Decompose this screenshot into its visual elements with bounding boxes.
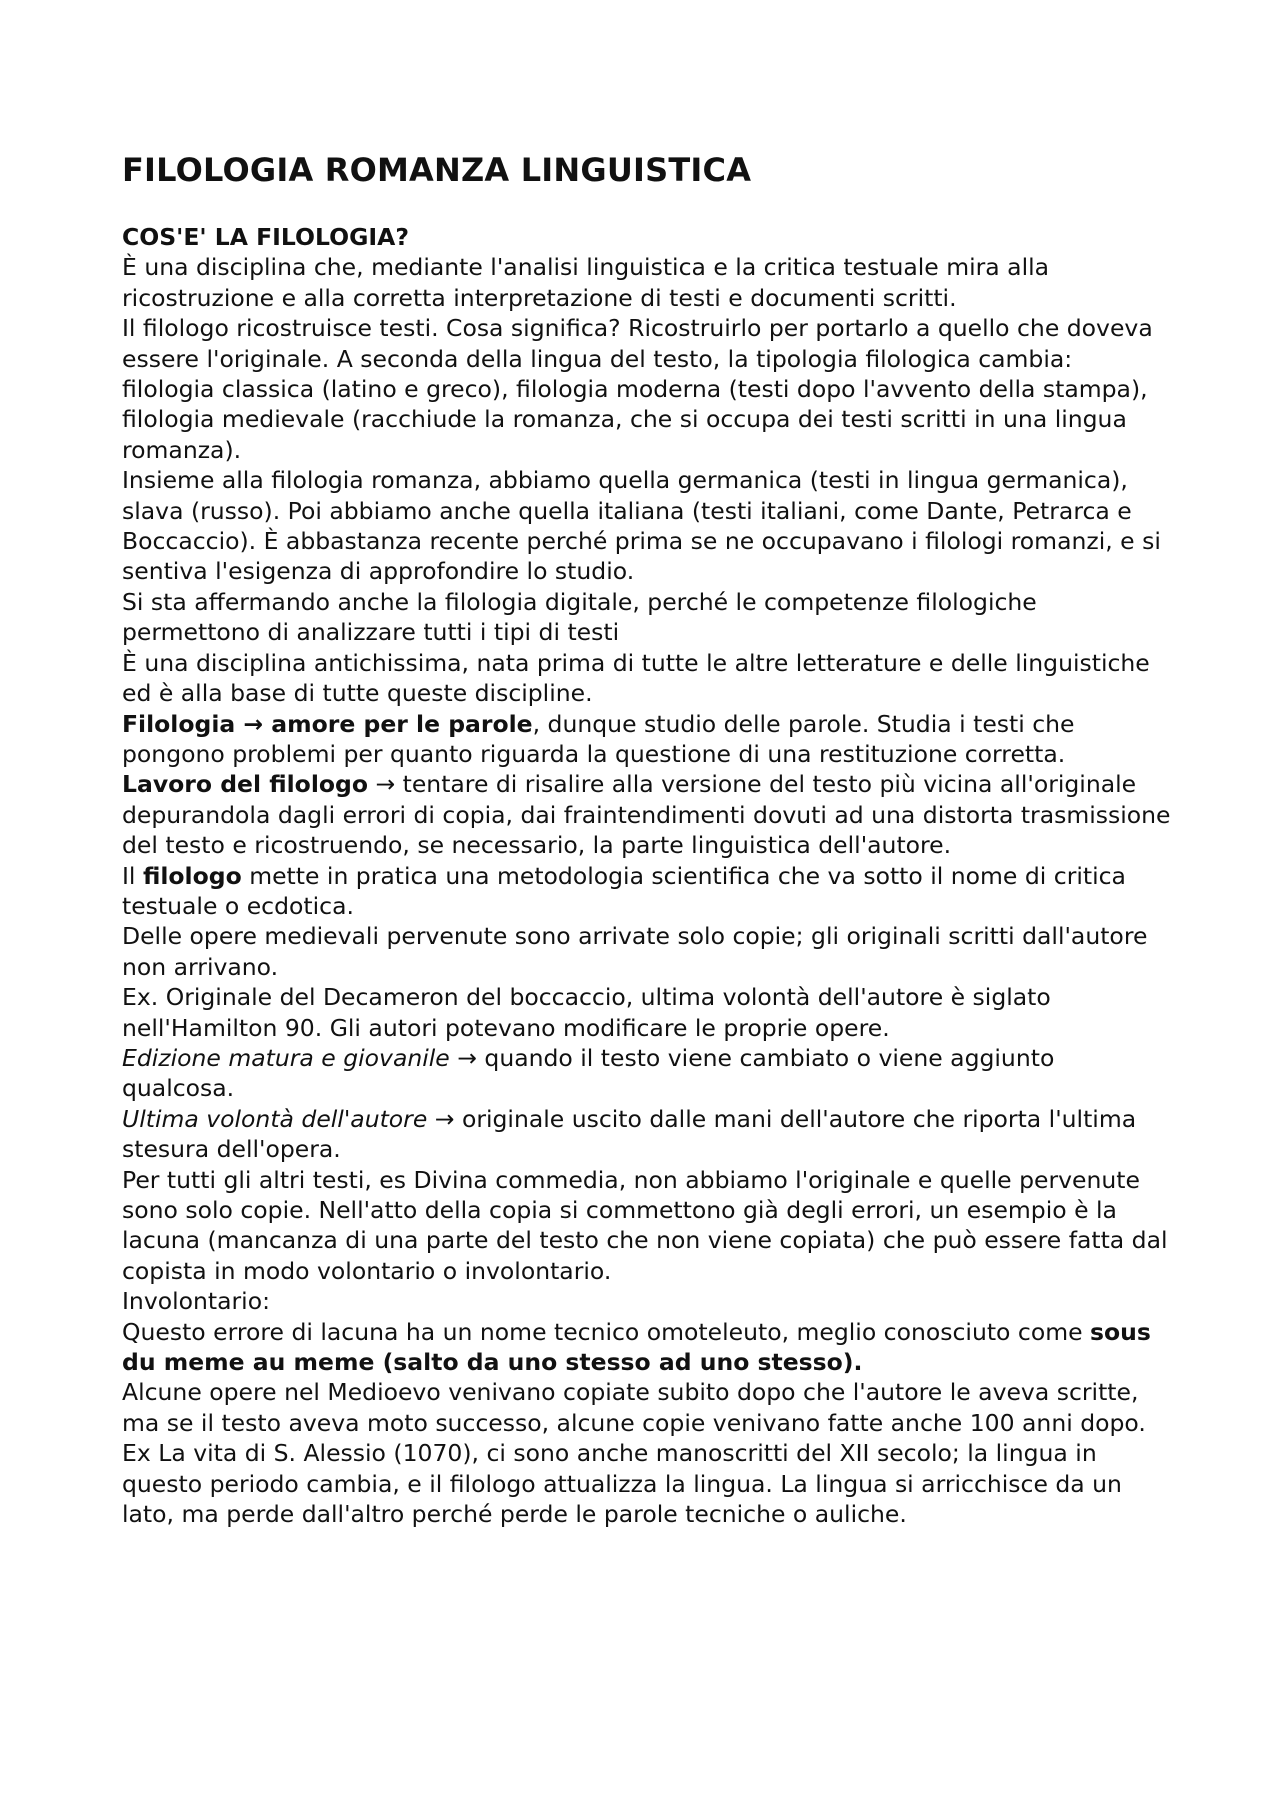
paragraph: Il filologo ricostruisce testi. Cosa significa? Ricostruirlo per portarlo a quello che doveva essere l'originale. A seconda della lingua del testo, la tipologia filologica cambia: filologia classica (latino e greco), filologia moderna (testi dopo l'avvento della stampa), filologia medievale (racchiude la romanza, che si occupa dei testi scritti in una lingua romanza). (122, 314, 1153, 464)
text-run: → originale uscito dalle mani dell'autore che riporta l'ultima stesura dell'opera. (122, 1104, 1137, 1164)
paragraph: Involontario: (122, 1287, 271, 1316)
bold-term: Filologia → amore per le parole (122, 709, 533, 738)
document-body (122, 150, 1172, 1529)
paragraph (122, 1317, 1172, 1378)
paragraph (122, 1043, 1172, 1104)
section-heading: COS'E' LA FILOLOGIA? (122, 223, 409, 251)
paragraph: È una disciplina antichissima, nata prima di tutte le altre letterature e delle linguistiche ed è alla base di tutte queste discipline. (122, 648, 1150, 708)
document-title: FILOLOGIA ROMANZA LINGUISTICA (122, 151, 752, 189)
italic-term: Ultima volontà dell'autore (122, 1104, 428, 1133)
paragraph (122, 1104, 1172, 1165)
paragraph: Ex La vita di S. Alessio (1070), ci sono anche manoscritti del XII secolo; la lingua in questo periodo cambia, e il filologo attualizza la lingua. La lingua si arricchisce da un lato, ma perde dall'altro perché perde le parole tecniche o auliche. (122, 1439, 1122, 1529)
text-run: Il (122, 861, 143, 890)
bold-term: Lavoro del filologo (122, 770, 368, 799)
text-run: → tentare di risalire alla versione del testo più vicina all'originale depurandola dagli errori di copia, dai fraintendimenti dovuti ad una distorta trasmissione del testo e ricostruendo, se necessario, la parte linguistica dell'autore. (122, 770, 1171, 860)
paragraph: Ex. Originale del Decameron del boccaccio, ultima volontà dell'autore è siglato nell'Hamilton 90. Gli autori potevano modificare le proprie opere. (122, 983, 1051, 1042)
paragraph: Alcune opere nel Medioevo venivano copiate subito dopo che l'autore le aveva scritte, ma se il testo aveva moto successo, alcune copie venivano fatte anche 100 anni dopo. (122, 1378, 1146, 1437)
paragraph (122, 861, 1172, 922)
paragraph: Insieme alla filologia romanza, abbiamo quella germanica (testi in lingua germanica), slava (russo). Poi abbiamo anche quella italiana (testi italiani, come Dante, Petrarca e Boccaccio). È abbastanza recente perché prima se ne occupavano i filologi romanzi, e si sentiva l'esigenza di approfondire lo studio. (122, 466, 1161, 586)
paragraph (122, 709, 1172, 770)
text-run: , dunque studio delle parole. Studia i testi che pongono problemi per quanto riguarda la questione di una restituzione corretta. (122, 709, 1075, 768)
paragraph (122, 769, 1172, 860)
paragraph: È una disciplina che, mediante l'analisi linguistica e la critica testuale mira alla ricostruzione e alla corretta interpretazione di testi e documenti scritti. (122, 253, 1050, 312)
paragraph: Per tutti gli altri testi, es Divina commedia, non abbiamo l'originale e quelle pervenute sono solo copie. Nell'atto della copia si commettono già degli errori, un esempio è la lacuna (mancanza di una parte del testo che non viene copiata) che può essere fatta dal copista in modo volontario o involontario. (122, 1165, 1168, 1285)
text-run: Questo errore di lacuna ha un nome tecnico omoteleuto, meglio conosciuto come (122, 1317, 1091, 1346)
text-run: mette in pratica una metodologia scientifica che va sotto il nome di critica testuale o ecdotica. (122, 861, 1126, 920)
paragraph: Delle opere medievali pervenute sono arrivate solo copie; gli originali scritti dall'autore non arrivano. (122, 922, 1148, 981)
text-run: → quando il testo viene cambiato o viene aggiunto qualcosa. (122, 1043, 1055, 1103)
italic-term: Edizione matura e giovanile (122, 1043, 450, 1072)
paragraph: Si sta affermando anche la filologia digitale, perché le competenze filologiche permettono di analizzare tutti i tipi di testi (122, 587, 1037, 647)
bold-term: filologo (142, 861, 242, 890)
bold-term: sous du meme au meme (salto da uno stesso ad uno stesso). (122, 1317, 1151, 1377)
